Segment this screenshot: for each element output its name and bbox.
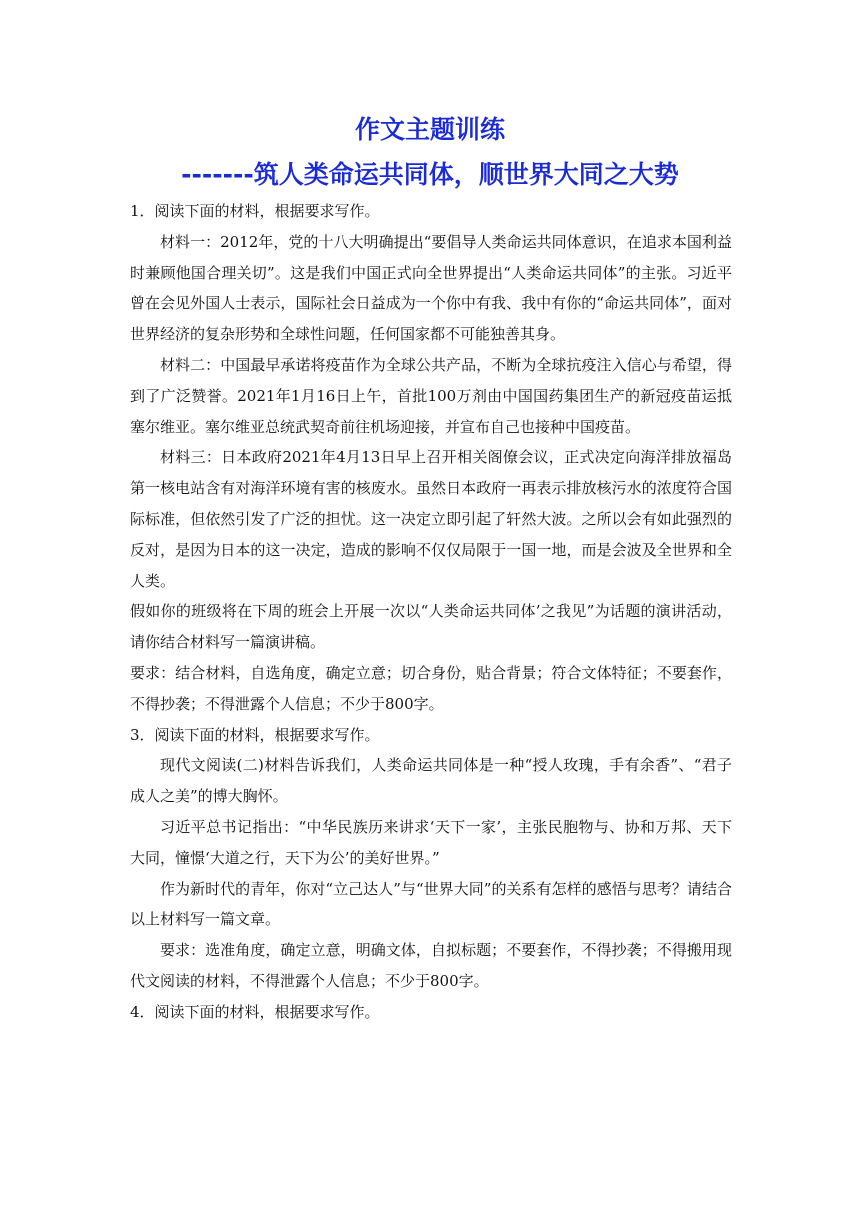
material-1-paragraph: 材料一：2012年，党的十八大明确提出“要倡导人类命运共同体意识，在追求本国利益时兼顾他国合理关切”。这是我们中国正式向全世界提出“人类命运共同体”的主张。习近平曾在会见外国人士表示，国际社会日益成为一个你中有我、我中有你的“命运共同体”，面对世界经济的复杂形势和全球性问题，任何国家都不可能独善其身。: [130, 232, 732, 344]
prompt-paragraph: 作为新时代的青年，你对“立己达人”与“世界大同”的关系有怎样的感悟与思考？请结合以上材料写一篇文章。: [130, 879, 732, 929]
document-subtitle: -------筑人类命运共同体，顺世界大同之大势: [181, 160, 679, 189]
document-body: [130, 196, 732, 1028]
document-title: 作文主题训练: [354, 115, 505, 144]
reading-material-paragraph: 现代文阅读(二)材料告诉我们，人类命运共同体是一种“授人玫瑰，手有余香”、“君子成人之美”的博大胸怀。: [130, 756, 732, 806]
quote-paragraph: 习近平总书记指出：“中华民族历来讲求‘天下一家’，主张民胞物与、协和万邦、天下大同，憧憬‘大道之行，天下为公’的美好世界。”: [130, 817, 732, 867]
material-2-paragraph: 材料二：中国最早承诺将疫苗作为全球公共产品，不断为全球抗疫注入信心与希望，得到了广泛赞誉。2021年1月16日上午，首批100万剂由中国国药集团生产的新冠疫苗运抵塞尔维亚。塞尔维亚总统武契奇前往机场迎接，并宣布自己也接种中国疫苗。: [130, 355, 732, 436]
question-1-heading: 1．阅读下面的材料，根据要求写作。: [130, 202, 380, 220]
question-4-heading: 4．阅读下面的材料，根据要求写作。: [130, 1002, 380, 1021]
material-3-paragraph: 材料三：日本政府2021年4月13日早上召开相关阁僚会议，正式决定向海洋排放福岛第一核电站含有对海洋环境有害的核废水。虽然日本政府一再表示排放核污水的浓度符合国际标准，但依然引发了广泛的担忧。这一决定立即引起了轩然大波。之所以会有如此强烈的反对，是因为日本的这一决定，造成的影响不仅仅局限于一国一地，而是会波及全世界和全人类。: [130, 448, 732, 590]
question-3-heading: 3．阅读下面的材料，根据要求写作。: [130, 725, 380, 744]
requirements-paragraph-2: 要求：选准角度，确定立意，明确文体，自拟标题；不要套作，不得抄袭；不得搬用现代文阅读的材料，不得泄露个人信息；不少于800字。: [130, 941, 732, 990]
task-paragraph: 假如你的班级将在下周的班会上开展一次以“人类命运共同体’之我见”为话题的演讲活动，请你结合材料写一篇演讲稿。: [130, 602, 732, 652]
requirements-paragraph: 要求：结合材料，自选角度，确定立意；切合身份，贴合背景；符合文体特征；不要套作，不得抄袭；不得泄露个人信息；不少于800字。: [130, 663, 732, 713]
